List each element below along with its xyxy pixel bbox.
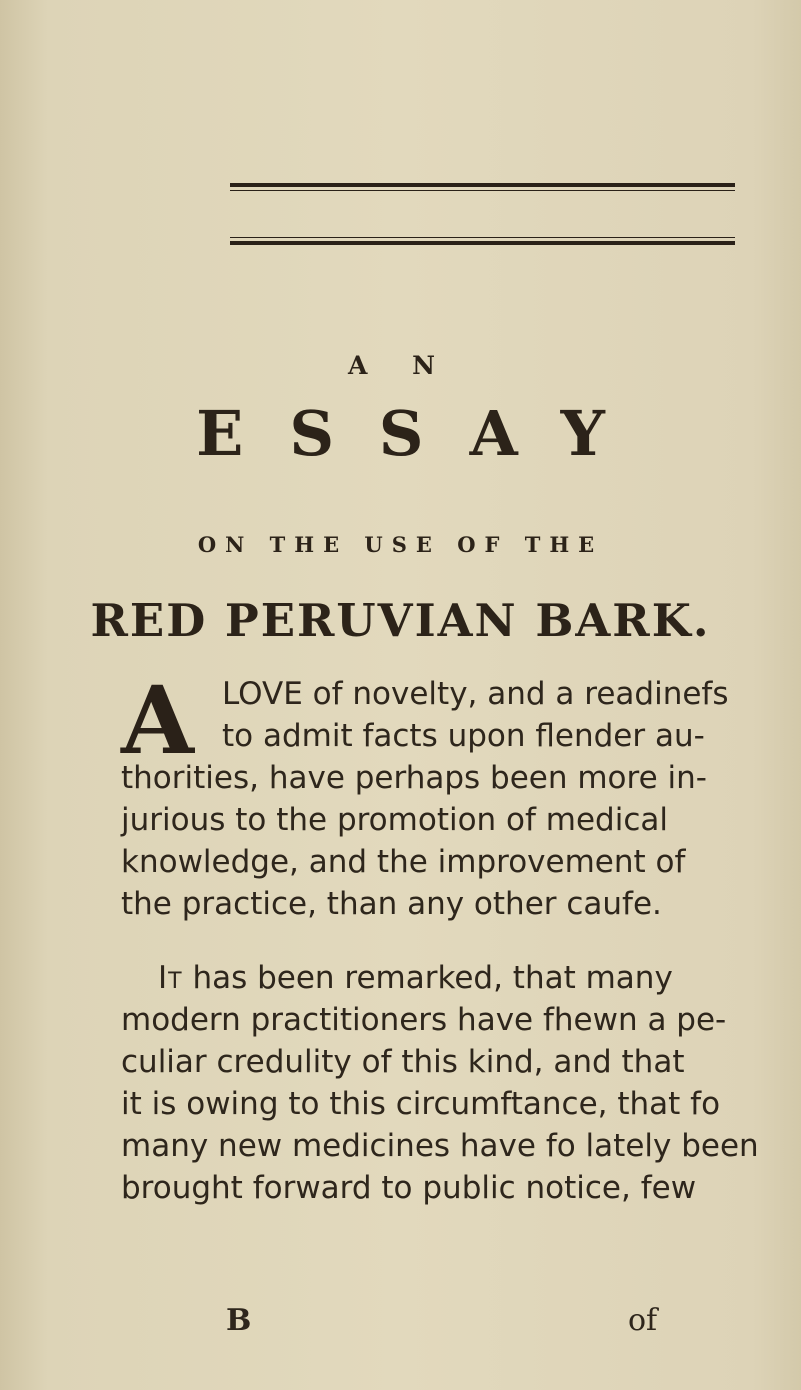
paragraph-1-line: thorities, have perhaps been more in- [121, 760, 707, 796]
paragraph-2-line: modern practitioners have fhewn a pe- [121, 1002, 727, 1038]
title-an: A N [348, 351, 453, 380]
paragraph-2-line: brought forward to public notice, few [121, 1170, 697, 1206]
paragraph-2-line: has been remarked, that many [192, 960, 673, 996]
paragraph-1-line: to admit facts upon flender au- [222, 718, 705, 754]
title-essay: ESSAY [196, 397, 651, 470]
title-subtitle: ON THE USE OF THE [197, 532, 604, 557]
top-rule-thick [230, 183, 735, 187]
bottom-rule-thick [230, 241, 735, 245]
bottom-rule-thin [230, 237, 735, 238]
paragraph-2-line: it is owing to this circumftance, that fo [121, 1086, 721, 1122]
signature-mark: B [226, 1303, 252, 1338]
title-heading: RED PERUVIAN BARK. [90, 594, 711, 647]
drop-cap: A [121, 666, 194, 776]
paragraph-2-lead: It [158, 960, 183, 996]
paragraph-1-line: jurious to the promotion of medical [121, 802, 668, 838]
paragraph-1-line: knowledge, and the improvement of [121, 844, 686, 880]
catchword: of [628, 1303, 658, 1338]
paragraph-1-line: the practice, than any other caufe. [121, 886, 662, 922]
paragraph-2-first-line [158, 960, 673, 996]
paragraph-2-line: culiar credulity of this kind, and that [121, 1044, 685, 1080]
top-rule-thin [230, 190, 735, 191]
paragraph-2-line: many new medicines have fo lately been [121, 1128, 759, 1164]
paragraph-1-line: LOVE of novelty, and a readinefs [222, 676, 729, 712]
